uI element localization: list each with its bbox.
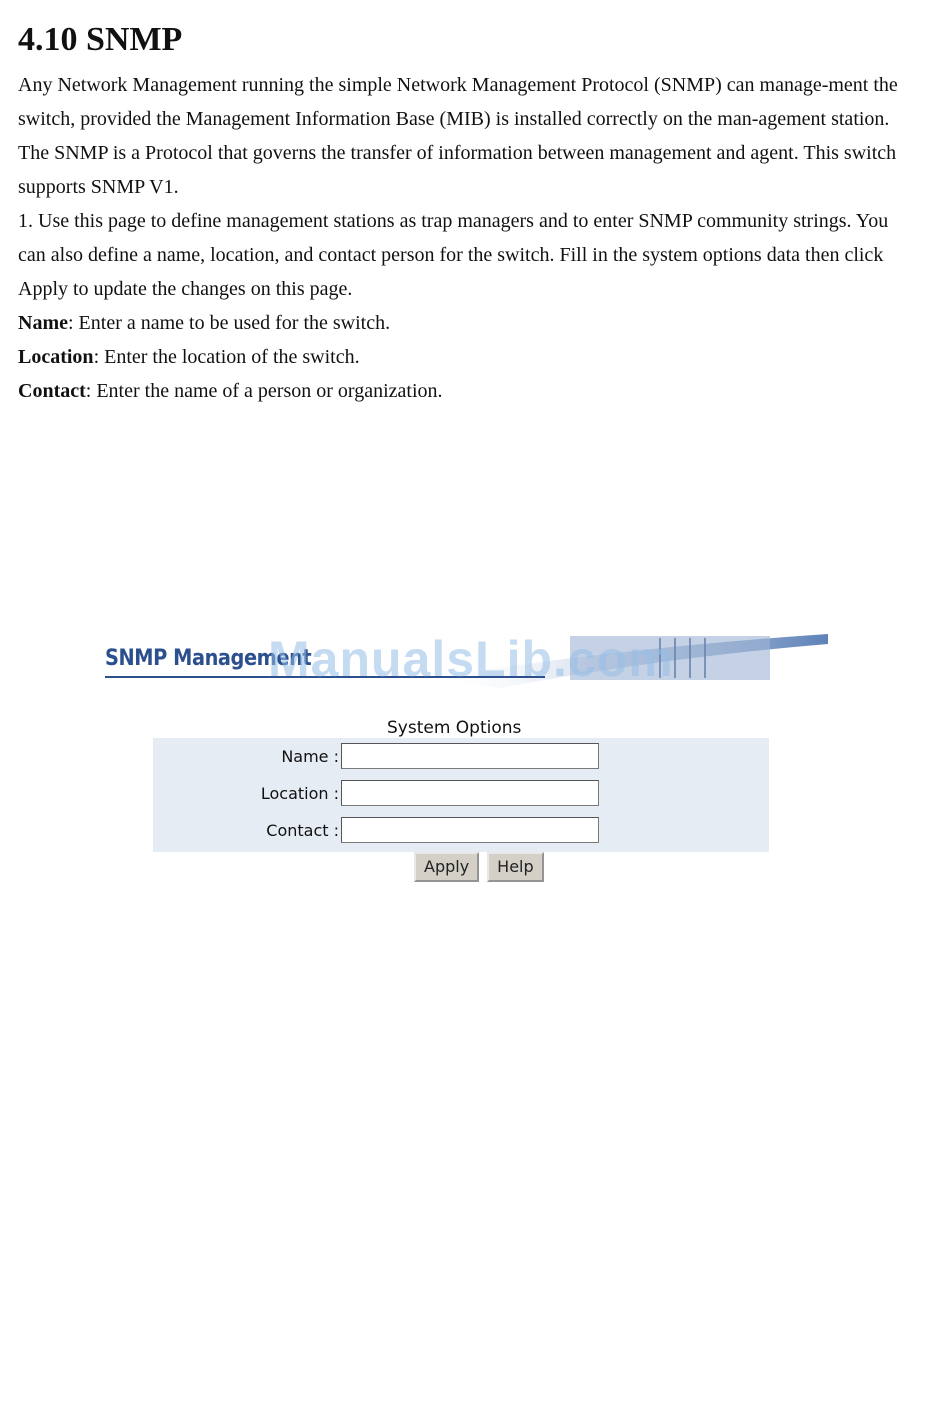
definition-contact (18, 374, 918, 408)
step-1-paragraph: 1. Use this page to define management stations as trap managers and to enter SNMP community strings. You can also define a name, location, and contact person for the switch. Fill in the system options data then click Apply to update the changes on this page. (18, 210, 889, 300)
contact-row (153, 817, 769, 847)
document-body (18, 18, 918, 408)
definition-text: : Enter a name to be used for the switch. (67, 312, 391, 334)
system-options-form (153, 738, 769, 852)
section-heading: 4.10 SNMP (18, 21, 183, 58)
name-field[interactable] (341, 743, 599, 769)
ui-screenshot (100, 628, 840, 898)
definition-text: : Enter the location of the switch. (93, 346, 360, 368)
definition-location (18, 340, 918, 374)
definition-term: Name (18, 312, 68, 334)
help-button[interactable]: Help (487, 852, 543, 882)
apply-button[interactable]: Apply (414, 852, 479, 882)
name-label: Name : (281, 747, 339, 766)
contact-field[interactable] (341, 817, 599, 843)
definition-name (18, 306, 918, 340)
definition-term: Location (18, 346, 94, 368)
location-row (153, 780, 769, 810)
name-row (153, 743, 769, 773)
definition-term: Contact (18, 380, 86, 402)
location-label: Location : (260, 784, 339, 803)
page-banner (100, 628, 830, 694)
button-row (414, 852, 548, 882)
banner-title: SNMP Management (105, 646, 312, 671)
location-field[interactable] (341, 780, 599, 806)
watermark: ManualsLib.com (268, 631, 674, 687)
intro-paragraph: Any Network Management running the simple Network Management Protocol (SNMP) can manage-ment the switch, provided the Management Information Base (MIB) is installed correctly on the man-agement station. The SNMP is a Protocol that governs the transfer of information between management and agent. This switch supports SNMP V1. (18, 74, 898, 198)
section-title: System Options (387, 718, 522, 738)
contact-label: Contact : (266, 821, 339, 840)
definition-text: : Enter the name of a person or organization. (85, 380, 443, 402)
